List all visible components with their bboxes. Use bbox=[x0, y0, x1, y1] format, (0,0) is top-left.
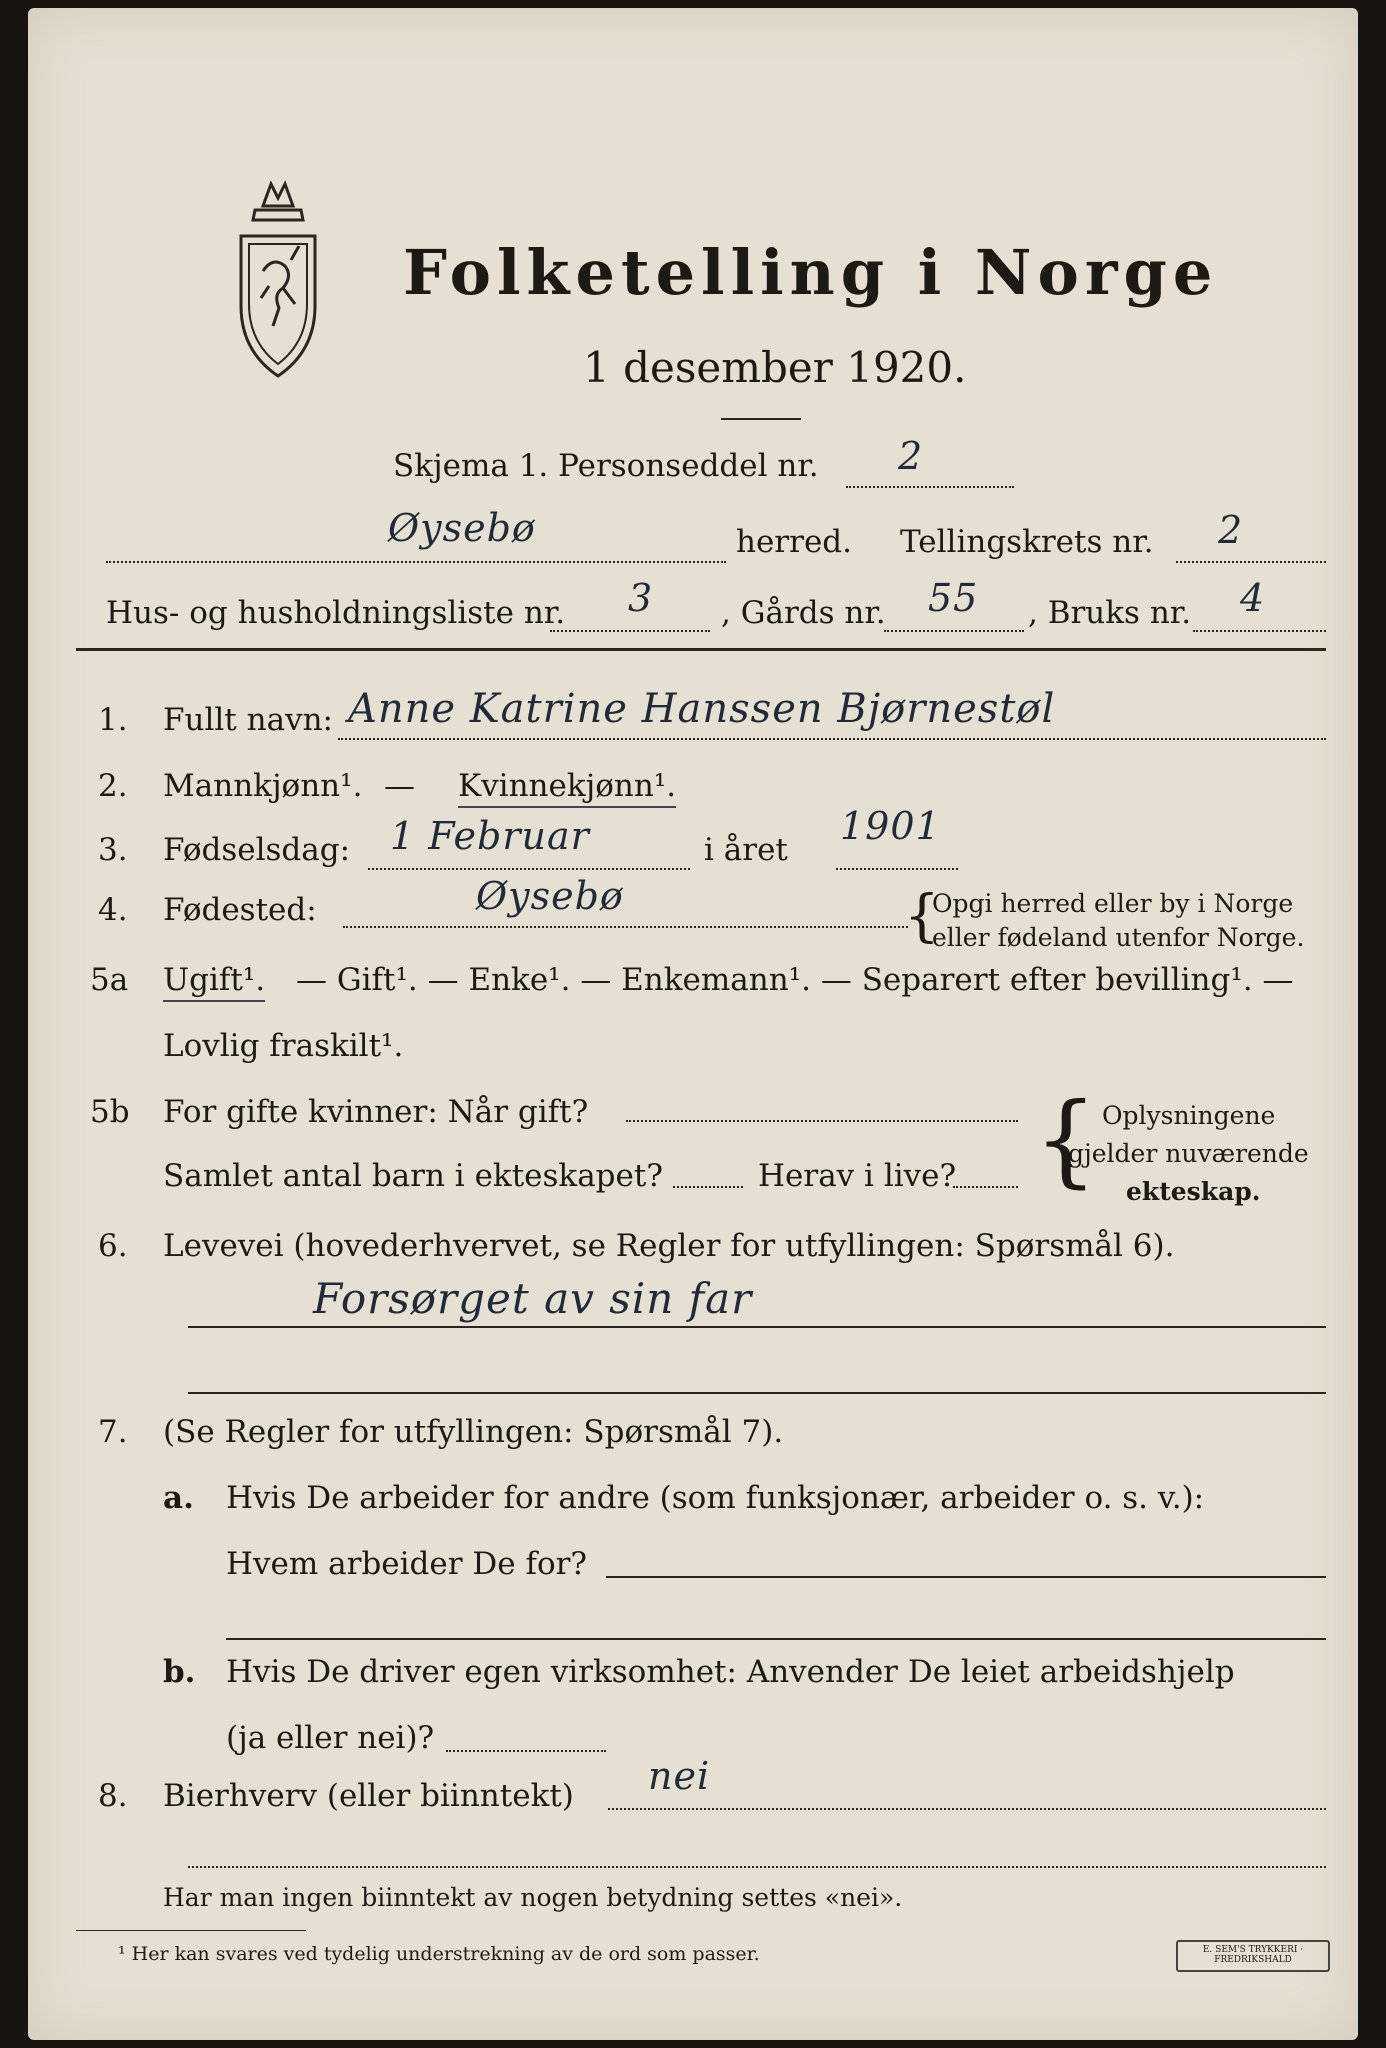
q5a-options-cont: Lovlig fraskilt¹. bbox=[163, 1028, 404, 1064]
footnote: ¹ Her kan svares ved tydelig understrekning av de ord som passer. bbox=[118, 1943, 760, 1965]
q5a-number: 5a bbox=[90, 962, 129, 998]
q4-label: Fødested: bbox=[163, 892, 317, 928]
q6-value: Forsørget av sin far bbox=[313, 1274, 753, 1323]
bruks-label: , Bruks nr. bbox=[1028, 595, 1192, 631]
q4-value: Øysebø bbox=[476, 874, 624, 918]
q5b-alive-label: Herav i live? bbox=[758, 1158, 957, 1194]
q7-number: 7. bbox=[98, 1414, 128, 1450]
q2-separator: — bbox=[384, 768, 415, 804]
herred-label: herred. bbox=[736, 524, 852, 560]
form-date: 1 desember 1920. bbox=[583, 343, 967, 392]
herred-value: Øysebø bbox=[388, 506, 536, 550]
q4-note-1: Opgi herred eller by i Norge bbox=[932, 889, 1294, 918]
form-title: Folketelling i Norge bbox=[403, 236, 1219, 309]
tellingskrets-value: 2 bbox=[1218, 508, 1244, 552]
q6-number: 6. bbox=[98, 1228, 128, 1264]
q7b-question: Hvis De driver egen virksomhet: Anvender De leiet arbeidshjelp bbox=[226, 1654, 1235, 1690]
q5b-children-label: Samlet antal barn i ekteskapet? bbox=[163, 1158, 663, 1194]
q8-value: nei bbox=[648, 1754, 711, 1798]
q7b-answer-label: (ja eller nei)? bbox=[226, 1720, 435, 1756]
personseddel-nr-value: 2 bbox=[898, 434, 924, 478]
q4-number: 4. bbox=[98, 892, 128, 928]
q1-number: 1. bbox=[98, 702, 128, 738]
q5b-note-1: Oplysningene bbox=[1102, 1101, 1276, 1130]
norway-coat-of-arms-icon bbox=[233, 176, 323, 386]
printer-stamp-text: E. SEM'S TRYKKERI · FREDRIKSHALD bbox=[1202, 1945, 1304, 1965]
q3-number: 3. bbox=[98, 832, 128, 868]
q8-number: 8. bbox=[98, 1778, 128, 1814]
q2-number: 2. bbox=[98, 768, 128, 804]
printer-stamp bbox=[1176, 1940, 1330, 1972]
husliste-label: Hus- og husholdningsliste nr. bbox=[106, 595, 566, 631]
q8-label: Bierhverv (eller biinntekt) bbox=[163, 1778, 574, 1814]
q2-female-underlined: Kvinnekjønn¹. bbox=[458, 766, 676, 808]
income-note: Har man ingen biinntekt av nogen betydning settes «nei». bbox=[163, 1883, 903, 1912]
title-divider bbox=[721, 418, 801, 420]
q5b-note-3: ekteskap. bbox=[1126, 1177, 1261, 1206]
q5a-ugift-underlined: Ugift¹. bbox=[163, 960, 265, 1002]
q5b-label: For gifte kvinner: Når gift? bbox=[163, 1094, 589, 1130]
q7a-letter: a. bbox=[163, 1480, 194, 1516]
schema-label: Skjema 1. Personseddel nr. bbox=[393, 448, 819, 484]
q1-value: Anne Katrine Hanssen Bjørnestøl bbox=[348, 686, 1056, 732]
q4-brace: { bbox=[904, 884, 940, 949]
q7-label: (Se Regler for utfyllingen: Spørsmål 7). bbox=[163, 1414, 784, 1450]
q3-value: 1 Februar bbox=[390, 814, 590, 858]
q7a-for-label: Hvem arbeider De for? bbox=[226, 1546, 588, 1582]
q3-year-value: 1901 bbox=[840, 804, 941, 848]
bruks-value: 4 bbox=[1240, 576, 1266, 620]
header-rule bbox=[76, 648, 1326, 651]
husliste-value: 3 bbox=[628, 576, 654, 620]
q5b-number: 5b bbox=[90, 1094, 130, 1130]
q4-note-2: eller fødeland utenfor Norge. bbox=[932, 923, 1305, 952]
census-form-page bbox=[28, 8, 1358, 2040]
tellingskrets-label: Tellingskrets nr. bbox=[900, 524, 1154, 560]
q5b-brace: { bbox=[1034, 1081, 1098, 1198]
q6-label: Levevei (hovederhvervet, se Regler for utfyllingen: Spørsmål 6). bbox=[163, 1228, 1175, 1264]
q7a-question: Hvis De arbeider for andre (som funksjonær, arbeider o. s. v.): bbox=[226, 1480, 1205, 1516]
q5a-options: — Gift¹. — Enke¹. — Enkemann¹. — Separert efter bevilling¹. — bbox=[296, 962, 1294, 998]
q3-label: Fødselsdag: bbox=[163, 832, 351, 868]
q5b-note-2: gjelder nuværende bbox=[1068, 1139, 1309, 1168]
q1-label: Fullt navn: bbox=[163, 702, 333, 738]
q7b-letter: b. bbox=[163, 1654, 196, 1690]
q2-male: Mannkjønn¹. bbox=[163, 768, 363, 804]
gards-value: 55 bbox=[928, 576, 979, 620]
q3-year-label: i året bbox=[704, 832, 788, 868]
gards-label: , Gårds nr. bbox=[721, 595, 886, 631]
